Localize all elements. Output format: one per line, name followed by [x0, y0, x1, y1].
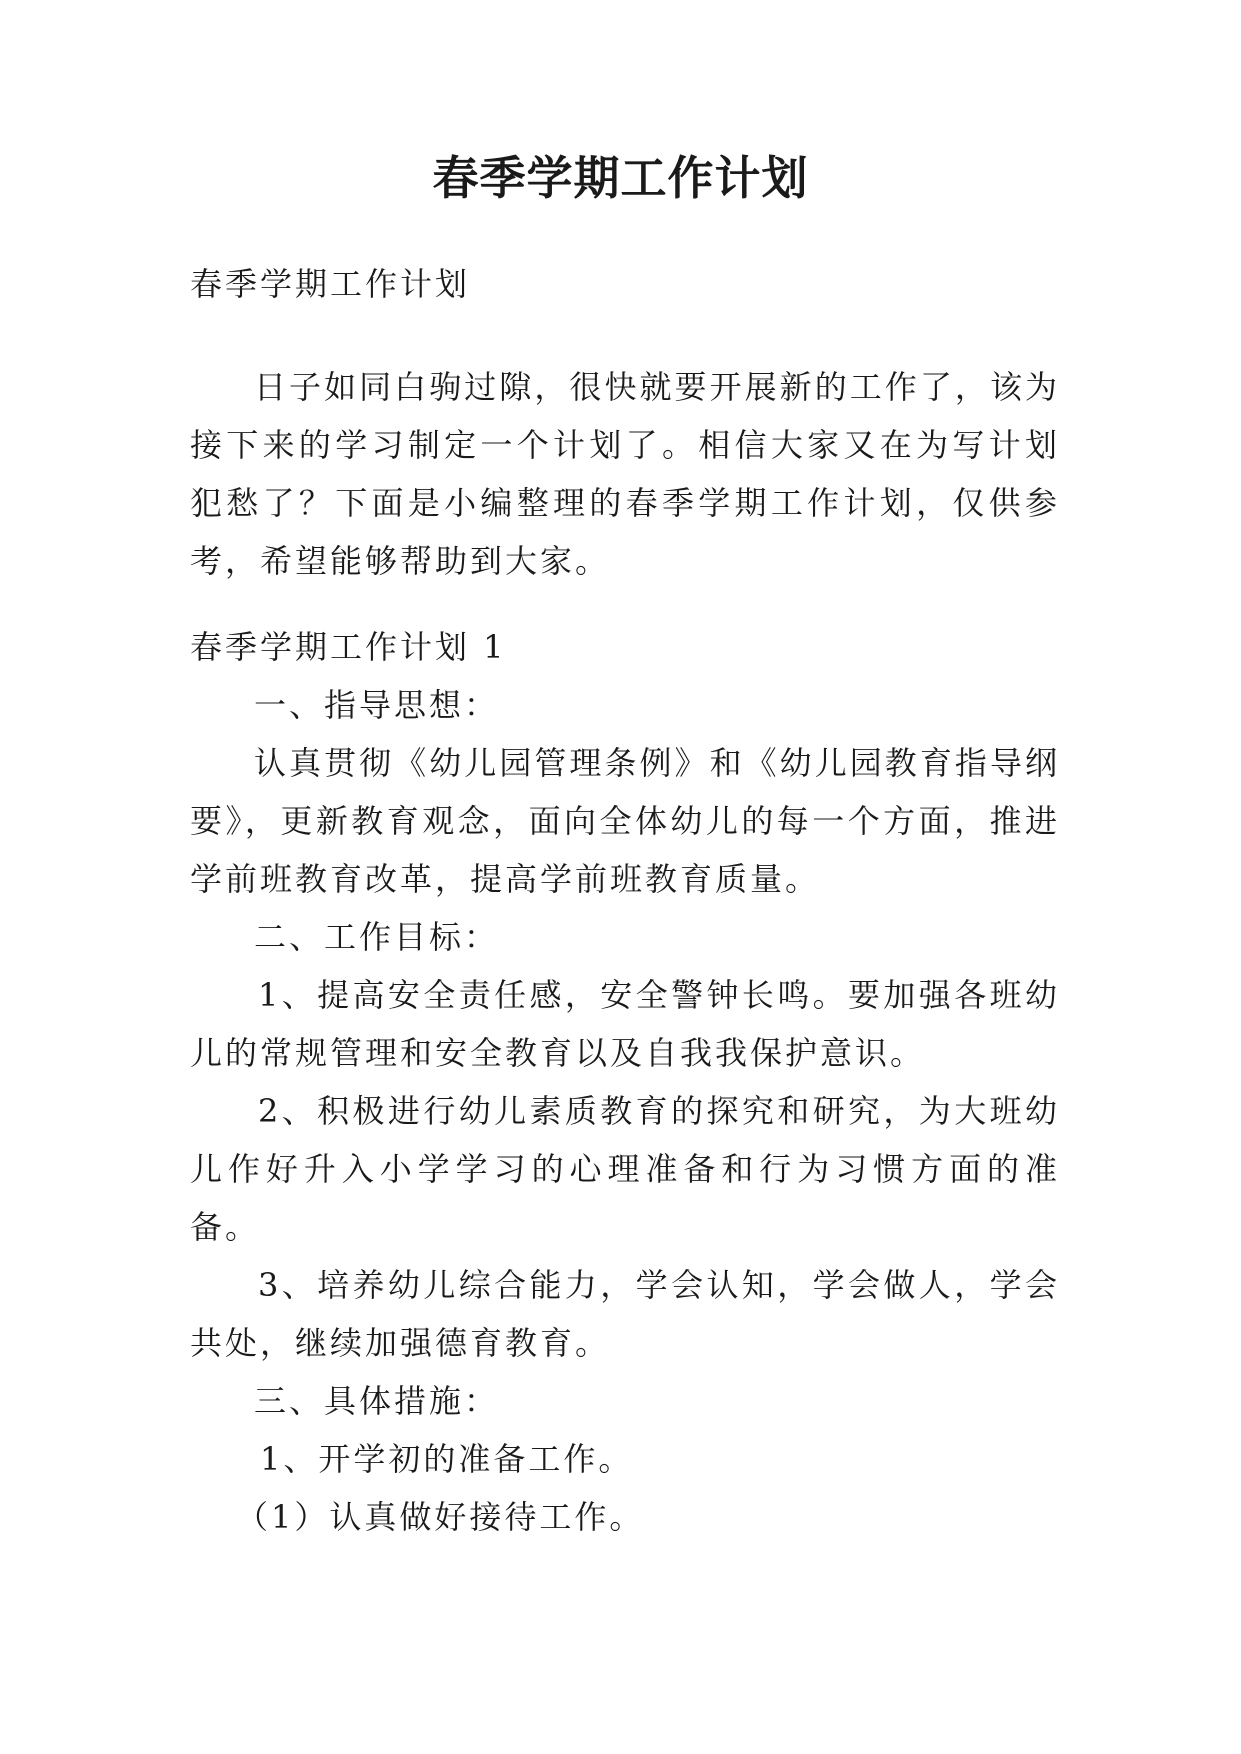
document-title: 春季学期工作计划 [432, 151, 809, 205]
subtitle-text: 春季学期工作计划 [190, 265, 471, 303]
paragraph-guiding-thought: 认真贯彻《幼儿园管理条例》和《幼儿园教育指导纲要》，更新教育观念，面向全体幼儿的每一个方面，推进学前班教育改革，提高学前班教育质量。 [190, 744, 1060, 898]
goal-item-1: 1、提高安全责任感，安全警钟长鸣。要加强各班幼儿的常规管理和安全教育以及自我我保护意识。 [190, 976, 1060, 1072]
measure-subitem-1: （1）认真做好接待工作。 [236, 1498, 645, 1536]
goal-item-2: 2、积极进行幼儿素质教育的探究和研究，为大班幼儿作好升入小学学习的心理准备和行为习惯方面的准备。 [190, 1092, 1060, 1246]
measure-item-1: 1、开学初的准备工作。 [260, 1440, 634, 1478]
document-subtitle [190, 255, 1060, 313]
intro-paragraph [190, 358, 1060, 590]
section-block [190, 618, 1060, 1546]
heading-specific-measures: 三、具体措施： [254, 1382, 500, 1420]
heading-guiding-thought: 一、指导思想： [254, 686, 500, 724]
section-title: 春季学期工作计划 1 [190, 628, 507, 666]
heading-work-goals: 二、工作目标： [254, 918, 500, 956]
intro-text: 日子如同白驹过隙，很快就要开展新的工作了，该为接下来的学习制定一个计划了。相信大家又在为写计划犯愁了？下面是小编整理的春季学期工作计划，仅供参考，希望能够帮助到大家。 [190, 368, 1060, 580]
goal-item-3: 3、培养幼儿综合能力，学会认知，学会做人，学会共处，继续加强德育教育。 [190, 1266, 1060, 1362]
